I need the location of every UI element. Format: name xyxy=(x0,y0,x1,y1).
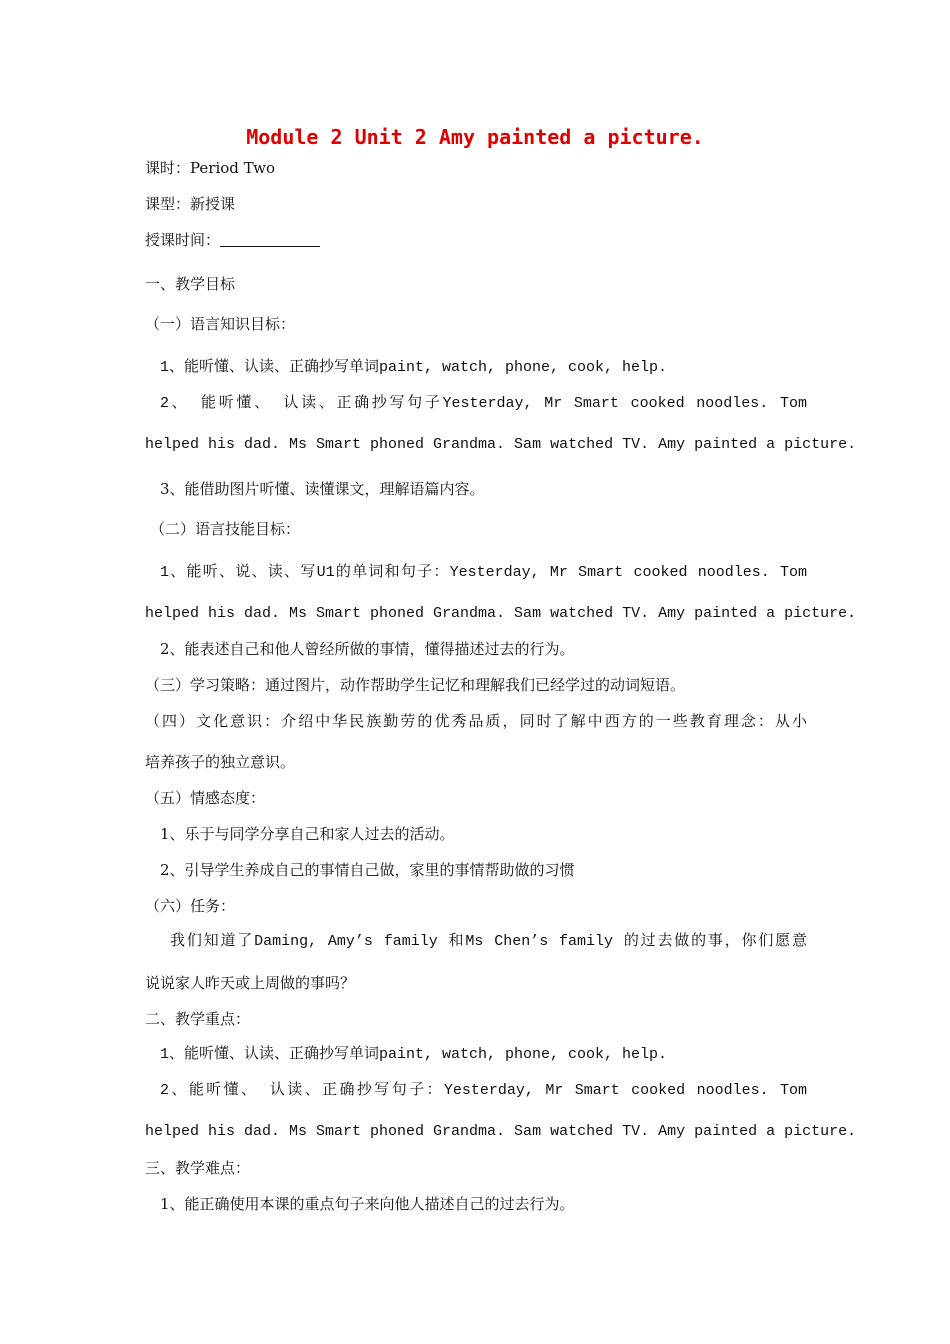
culture-line-1: （四）文化意识：介绍中华民族勤劳的优秀品质，同时了解中西方的一些教育理念：从小 xyxy=(145,712,807,730)
emotion-item-1: 1、乐于与同学分享自己和家人过去的活动。 xyxy=(160,825,455,843)
objectives-heading: 一、教学目标 xyxy=(145,275,236,293)
period-line: 课时：Period Two xyxy=(145,159,276,177)
document-title: Module 2 Unit 2 Amy painted a picture. xyxy=(246,125,704,149)
lesson-type-line: 课型：新授课 xyxy=(145,195,236,213)
skills-item-2: 2、能表述自己和他人曾经所做的事情，懂得描述过去的行为。 xyxy=(160,640,575,658)
culture-line-2: 培养孩子的独立意识。 xyxy=(145,753,296,771)
teaching-time-label: 授课时间： xyxy=(145,231,221,249)
skills-item-1-line-2: helped his dad. Ms Smart phoned Grandma. Sam watched TV. Amy painted a picture. xyxy=(145,605,857,622)
difficulties-heading: 三、教学难点： xyxy=(145,1159,251,1177)
teaching-time-line xyxy=(145,230,807,250)
knowledge-item-3: 3、能借助图片听懂、读懂课文，理解语篇内容。 xyxy=(160,480,485,498)
teaching-time-blank xyxy=(220,232,320,247)
key-points-heading: 二、教学重点： xyxy=(145,1010,251,1028)
difficulties-item-1: 1、能正确使用本课的重点句子来向他人描述自己的过去行为。 xyxy=(160,1195,575,1213)
knowledge-item-1: 1、能听懂、认读、正确抄写单词paint, watch, phone, cook, help. xyxy=(160,359,668,376)
task-text-line-1: 我们知道了Daming, Amy’s family 和Ms Chen’s family 的过去做的事，你们愿意 xyxy=(170,933,807,950)
knowledge-heading: （一）语言知识目标： xyxy=(145,315,296,333)
knowledge-item-2-line-1: 2、 能听懂、 认读、正确抄写句子Yesterday, Mr Smart cooked noodles. Tom xyxy=(160,395,807,412)
strategy-line: （三）学习策略：通过图片，动作帮助学生记忆和理解我们已经学过的动词短语。 xyxy=(145,676,686,694)
emotion-item-2: 2、引导学生养成自己的事情自己做，家里的事情帮助做的习惯 xyxy=(160,861,575,879)
skills-heading: （二）语言技能目标： xyxy=(150,520,301,538)
emotion-heading: （五）情感态度： xyxy=(145,789,266,807)
skills-item-1-line-1: 1、能听、说、读、写U1的单词和句子：Yesterday, Mr Smart cooked noodles. Tom xyxy=(160,564,807,581)
key-points-item-2-line-2: helped his dad. Ms Smart phoned Grandma. Sam watched TV. Amy painted a picture. xyxy=(145,1123,857,1140)
task-text-line-2: 说说家人昨天或上周做的事吗？ xyxy=(145,974,356,992)
task-heading: （六）任务： xyxy=(145,897,236,915)
key-points-item-1: 1、能听懂、认读、正确抄写单词paint, watch, phone, cook, help. xyxy=(160,1046,668,1063)
key-points-item-2-line-1: 2、能听懂、 认读、正确抄写句子：Yesterday, Mr Smart cooked noodles. Tom xyxy=(160,1082,807,1099)
knowledge-item-2-line-2: helped his dad. Ms Smart phoned Grandma. Sam watched TV. Amy painted a picture. xyxy=(145,436,857,453)
